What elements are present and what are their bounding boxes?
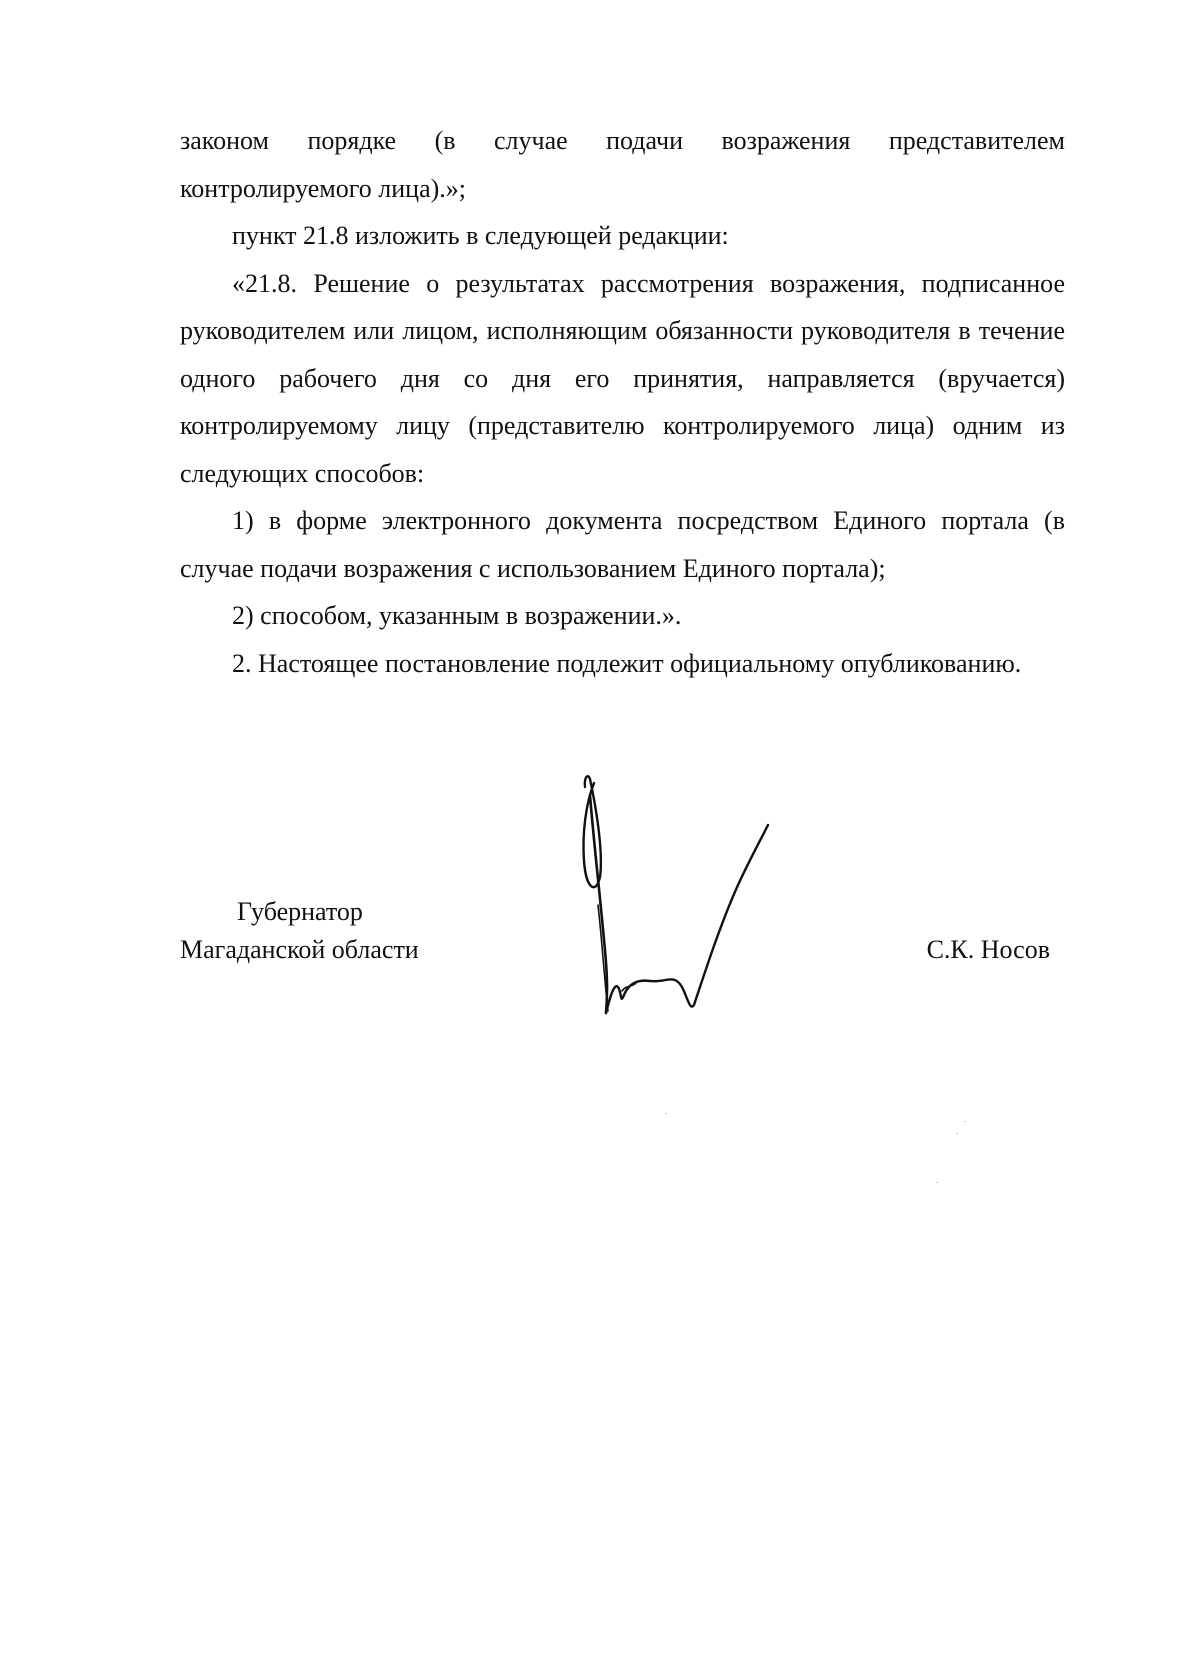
paragraph-method-1: 1) в форме электронного документа посредством Единого портала (в случае подачи возражения с использованием Единого портала);: [180, 506, 1065, 583]
paragraph-method-2: 2) способом, указанным в возражении.».: [232, 601, 682, 630]
scan-speck: [936, 1182, 938, 1183]
paragraph-amendment-instruction: пункт 21.8 изложить в следующей редакции:: [232, 221, 729, 250]
scan-speck: [665, 1113, 667, 1114]
paragraph-publication: 2. Настоящее постановление подлежит официальному опубликованию.: [232, 648, 1022, 678]
signatory-name: С.К. Носов: [926, 935, 1050, 964]
signatory-position: [180, 893, 480, 969]
handwritten-signature: [570, 765, 800, 1025]
paragraph-clause-21-8: «21.8. Решение о результатах рассмотрения возражения, подписанное руководителем или лицом, исполняющим обязанности руководителя в течение одного рабочего дня со дня его принятия, направляется (вручается) контролируемому лицу (представителю контролируемого лица) одним из следующих способов:: [180, 268, 1065, 488]
paragraph-continuation: законом порядке (в случае подачи возражения представителем контролируемого лица).»;: [180, 126, 1065, 203]
signatory-position-region: Магаданской области: [180, 935, 419, 964]
scan-speck: [964, 1121, 966, 1122]
scan-speck: [956, 1133, 958, 1134]
document-body: [180, 117, 1065, 687]
signatory-position-title: Губернатор: [237, 897, 363, 926]
